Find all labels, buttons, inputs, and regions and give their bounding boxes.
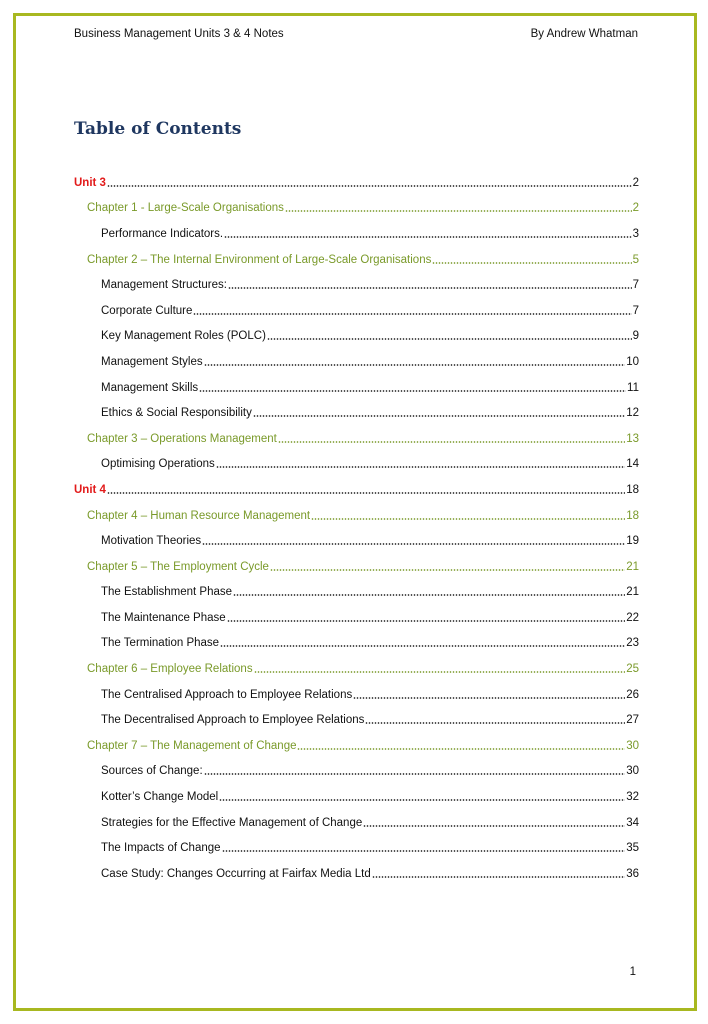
dot-leader	[220, 645, 625, 647]
dot-leader	[363, 825, 625, 827]
toc-entry-chapter[interactable]	[74, 196, 639, 222]
toc-entry-label[interactable]: Unit 4	[74, 483, 106, 496]
toc-entry-label[interactable]: Motivation Theories	[101, 535, 202, 548]
toc-entry-section[interactable]	[74, 682, 639, 708]
toc-entry-label[interactable]: Key Management Roles (POLC)	[101, 330, 266, 343]
toc-entry-label[interactable]: Sources of Change:	[101, 765, 203, 778]
toc-title: Table of Contents	[74, 119, 242, 139]
toc-entry-label[interactable]: The Establishment Phase	[101, 586, 233, 599]
toc-entry-page-number[interactable]: 21	[626, 560, 639, 573]
dot-leader	[219, 799, 625, 801]
dot-leader	[204, 773, 626, 775]
dot-leader	[227, 620, 626, 622]
toc-entry-page-number[interactable]: 18	[626, 509, 639, 522]
toc-entry-page-number[interactable]: 21	[626, 586, 639, 599]
toc-entry-chapter[interactable]	[74, 733, 639, 759]
toc-entry-page-number[interactable]: 23	[626, 637, 639, 650]
toc-entry-section[interactable]	[74, 272, 639, 298]
toc-entry-page-number[interactable]: 2	[632, 176, 639, 189]
toc-entry-label[interactable]: Kotter’s Change Model	[101, 791, 219, 804]
dot-leader	[107, 492, 625, 494]
dot-leader	[216, 466, 625, 468]
toc-entry-label[interactable]: The Decentralised Approach to Employee Relations	[101, 714, 365, 727]
toc-entry-section[interactable]	[74, 528, 639, 554]
toc-entry-section[interactable]	[74, 298, 639, 324]
toc-entry-chapter[interactable]	[74, 247, 639, 273]
dot-leader	[297, 748, 625, 750]
dot-leader	[270, 569, 625, 571]
toc-entry-label[interactable]: Management Skills	[101, 381, 199, 394]
page-header	[74, 28, 638, 44]
toc-entry-label[interactable]: Chapter 5 – The Employment Cycle	[87, 560, 269, 573]
toc-entry-page-number[interactable]: 13	[626, 432, 639, 445]
dot-leader	[432, 262, 631, 264]
dot-leader	[278, 441, 625, 443]
toc-entry-page-number[interactable]: 14	[626, 458, 639, 471]
toc-entry-section[interactable]	[74, 221, 639, 247]
toc-entry-page-number[interactable]: 9	[632, 330, 639, 343]
dot-leader	[224, 236, 632, 238]
toc-entry-page-number[interactable]: 18	[626, 483, 639, 496]
toc-entry-section[interactable]	[74, 400, 639, 426]
dot-leader	[285, 210, 632, 212]
dot-leader	[204, 364, 626, 366]
dot-leader	[222, 850, 626, 852]
toc-entry-chapter[interactable]	[74, 656, 639, 682]
dot-leader	[193, 313, 631, 315]
dot-leader	[365, 722, 625, 724]
toc-entry-chapter[interactable]	[74, 554, 639, 580]
toc-entry-section[interactable]	[74, 810, 639, 836]
dot-leader	[353, 697, 625, 699]
toc-entry-label[interactable]: Chapter 7 – The Management of Change	[87, 739, 297, 752]
toc-entry-page-number[interactable]: 12	[626, 407, 639, 420]
dot-leader	[233, 594, 625, 596]
toc-entry-label[interactable]: The Maintenance Phase	[101, 611, 226, 624]
toc-entry-chapter[interactable]	[74, 426, 639, 452]
toc-entry-unit[interactable]	[74, 477, 639, 503]
dot-leader	[107, 185, 632, 187]
toc-entry-label[interactable]: Chapter 4 – Human Resource Management	[87, 509, 311, 522]
toc-entry-page-number[interactable]: 2	[632, 202, 639, 215]
toc-entry-section[interactable]	[74, 631, 639, 657]
toc-entry-unit[interactable]	[74, 170, 639, 196]
toc-entry-section[interactable]	[74, 707, 639, 733]
toc-entry-section[interactable]	[74, 324, 639, 350]
toc-entry-page-number[interactable]: 27	[626, 714, 639, 727]
toc-entry-label[interactable]: Chapter 2 – The Internal Environment of Large-Scale Organisations	[87, 253, 432, 266]
toc-entry-page-number[interactable]: 30	[626, 739, 639, 752]
toc-entry-label[interactable]: Optimising Operations	[101, 458, 215, 471]
toc-entry-label[interactable]: Ethics & Social Responsibility	[101, 407, 252, 420]
toc-entry-section[interactable]	[74, 759, 639, 785]
toc-entry-section[interactable]	[74, 452, 639, 478]
toc-entry-label[interactable]: Strategies for the Effective Management of Change	[101, 816, 363, 829]
toc-entry-page-number[interactable]: 26	[626, 688, 639, 701]
footer-page-number: 1	[629, 966, 636, 978]
dot-leader	[372, 876, 625, 878]
toc-entry-page-number[interactable]: 32	[626, 791, 639, 804]
toc-entry-section[interactable]	[74, 861, 639, 887]
dot-leader	[254, 671, 626, 673]
toc-entry-label[interactable]: The Impacts of Change	[101, 842, 221, 855]
dot-leader	[202, 543, 625, 545]
dot-leader	[228, 287, 632, 289]
dot-leader	[253, 415, 625, 417]
toc-entry-label[interactable]: Management Structures:	[101, 279, 227, 292]
toc-entry-page-number[interactable]: 36	[626, 867, 639, 880]
header-right-text: By Andrew Whatman	[530, 28, 638, 40]
toc-entry-label[interactable]: The Termination Phase	[101, 637, 220, 650]
toc-entry-section[interactable]	[74, 784, 639, 810]
table-of-contents	[74, 170, 639, 887]
toc-entry-section[interactable]	[74, 580, 639, 606]
toc-entry-label[interactable]: Chapter 1 - Large-Scale Organisations	[87, 202, 284, 215]
toc-entry-chapter[interactable]	[74, 503, 639, 529]
toc-entry-page-number[interactable]: 25	[626, 663, 639, 676]
dot-leader	[311, 518, 625, 520]
toc-entry-page-number[interactable]: 3	[632, 227, 639, 240]
toc-entry-label[interactable]: The Centralised Approach to Employee Relations	[101, 688, 353, 701]
toc-entry-page-number[interactable]: 7	[632, 304, 639, 317]
toc-entry-page-number[interactable]: 35	[626, 842, 639, 855]
toc-entry-section[interactable]	[74, 605, 639, 631]
toc-entry-page-number[interactable]: 7	[632, 279, 639, 292]
toc-entry-section[interactable]	[74, 835, 639, 861]
toc-entry-label[interactable]: Chapter 6 – Employee Relations	[87, 663, 253, 676]
header-left-text: Business Management Units 3 & 4 Notes	[74, 28, 284, 40]
toc-entry-page-number[interactable]: 11	[627, 381, 639, 394]
toc-entry-section[interactable]	[74, 349, 639, 375]
toc-entry-label[interactable]: Management Styles	[101, 355, 203, 368]
toc-entry-page-number[interactable]: 30	[626, 765, 639, 778]
toc-entry-label[interactable]: Corporate Culture	[101, 304, 193, 317]
toc-entry-label[interactable]: Performance Indicators.	[101, 227, 224, 240]
toc-entry-page-number[interactable]: 19	[626, 535, 639, 548]
toc-entry-label[interactable]: Unit 3	[74, 176, 106, 189]
toc-entry-page-number[interactable]: 34	[626, 816, 639, 829]
toc-entry-section[interactable]	[74, 375, 639, 401]
toc-entry-label[interactable]: Case Study: Changes Occurring at Fairfax Media Ltd	[101, 867, 371, 880]
dot-leader	[199, 390, 626, 392]
dot-leader	[267, 338, 632, 340]
toc-entry-page-number[interactable]: 5	[632, 253, 639, 266]
toc-entry-page-number[interactable]: 10	[626, 355, 639, 368]
document-page	[13, 13, 697, 1011]
toc-entry-page-number[interactable]: 22	[626, 611, 639, 624]
toc-entry-label[interactable]: Chapter 3 – Operations Management	[87, 432, 277, 445]
